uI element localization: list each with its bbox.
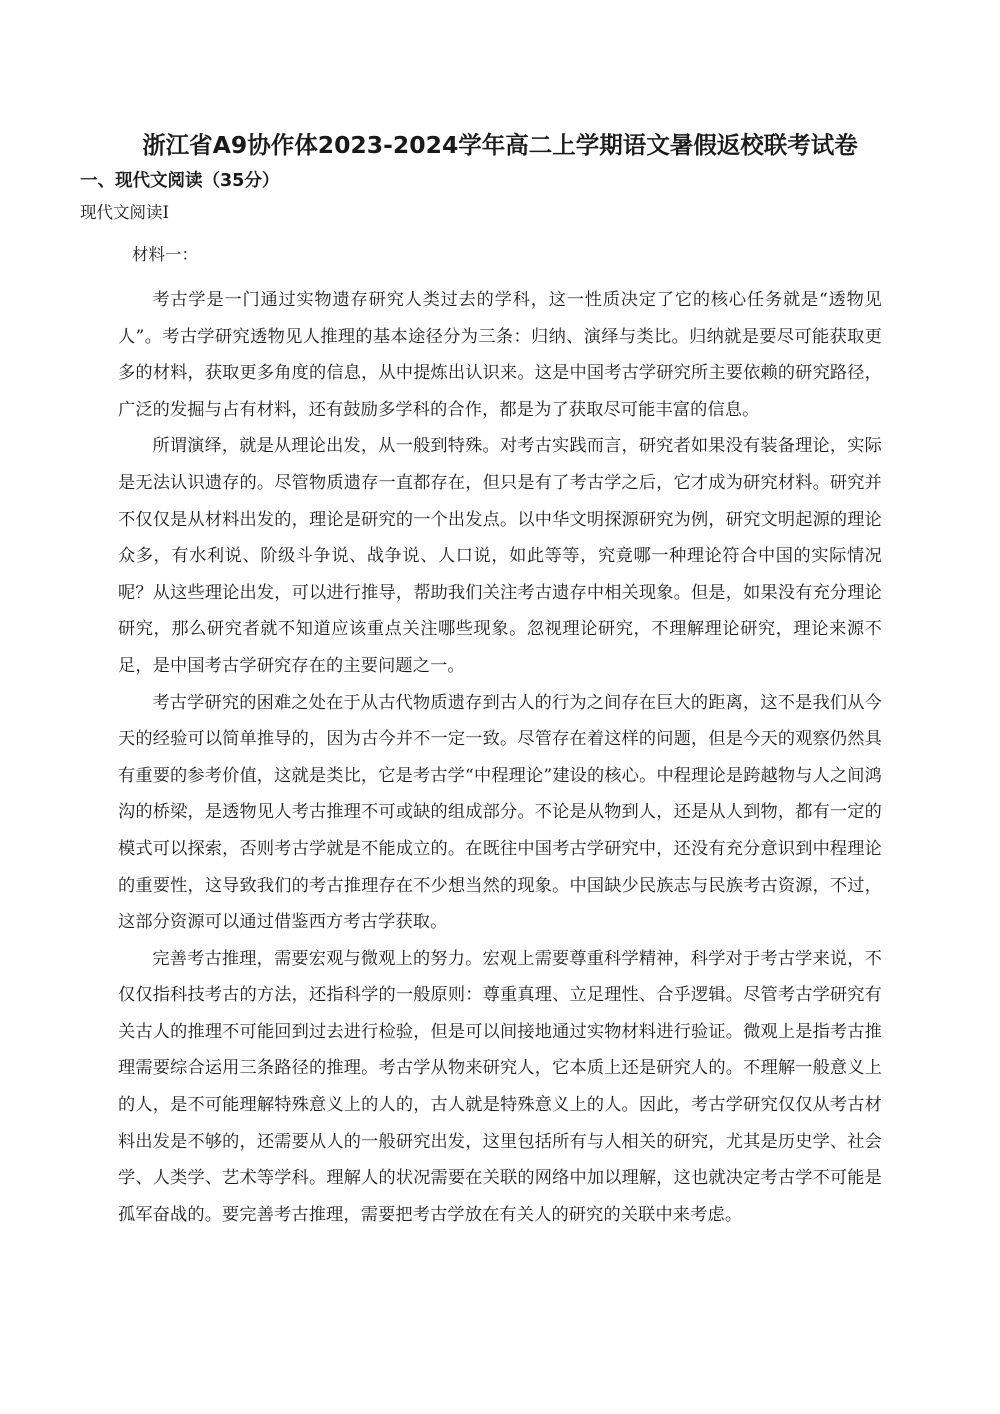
section-heading: 一、现代文阅读（35分）: [80, 171, 280, 191]
material-label: 材料一：: [132, 245, 198, 264]
sub-heading: 现代文阅读Ⅰ: [80, 203, 170, 222]
paragraph: 所谓演绎，就是从理论出发，从一般到特殊。对考古实践而言，研究者如果没有装备理论，实际是无法认识遗存的。尽管物质遗存一直都存在，但只是有了考古学之后，它才成为研究材料。研究并不仅仅是从材料出发的，理论是研究的一个出发点。以中华文明探源研究为例，研究文明起源的理论众多，有水利说、阶级斗争说、战争说、人口说，如此等等，究竟哪一种理论符合中国的实际情况呢？从这些理论出发，可以进行推导，帮助我们关注考古遗存中相关现象。但是，如果没有充分理论研究，那么研究者就不知道应该重点关注哪些现象。忽视理论研究，不理解理论研究，理论来源不足，是中国考古学研究存在的主要问题之一。: [118, 436, 882, 676]
paragraph: 考古学是一门通过实物遗存研究人类过去的学科，这一性质决定了它的核心任务就是“透物见人”。考古学研究透物见人推理的基本途径分为三条：归纳、演绎与类比。归纳就是要尽可能获取更多的材料，获取更多角度的信息，从中提炼出认识来。这是中国考古学研究所主要依赖的研究路径，广泛的发掘与占有材料，还有鼓励多学科的合作，都是为了获取尽可能丰富的信息。: [118, 290, 882, 420]
paragraph: 考古学研究的困难之处在于从古代物质遗存到古人的行为之间存在巨大的距离，这不是我们从今天的经验可以简单推导的，因为古今并不一定一致。尽管存在着这样的问题，但是今天的观察仍然具有重要的参考价值，这就是类比，它是考古学“中程理论”建设的核心。中程理论是跨越物与人之间鸿沟的桥梁，是透物见人考古推理不可或缺的组成部分。不论是从物到人，还是从人到物，都有一定的模式可以探索，否则考古学就是不能成立的。在既往中国考古学研究中，还没有充分意识到中程理论的重要性，这导致我们的考古推理存在不少想当然的现象。中国缺少民族志与民族考古资源，不过，这部分资源可以通过借鉴西方考古学获取。: [118, 692, 882, 933]
exam-title: 浙江省A9协作体2023-2024学年高二上学期语文暑假返校联考试卷: [142, 131, 858, 159]
paragraph: 完善考古推理，需要宏观与微观上的努力。宏观上需要尊重科学精神，科学对于考古学来说，不仅仅指科技考古的方法，还指科学的一般原则：尊重真理、立足理性、合乎逻辑。尽管考古学研究有关古人的推理不可能回到过去进行检验，但是可以间接地通过实物材料进行验证。微观上是指考古推理需要综合运用三条路径的推理。考古学从物来研究人，它本质上还是研究人的。不理解一般意义上的人，是不可能理解特殊意义上的人的，古人就是特殊意义上的人。因此，考古学研究仅仅从考古材料出发是不够的，还需要从人的一般研究出发，这里包括所有与人相关的研究，尤其是历史学、社会学、人类学、艺术等学科。理解人的状况需要在关联的网络中加以理解，这也就决定考古学不可能是孤军奋战的。要完善考古推理，需要把考古学放在有关人的研究的关联中来考虑。: [118, 948, 882, 1225]
